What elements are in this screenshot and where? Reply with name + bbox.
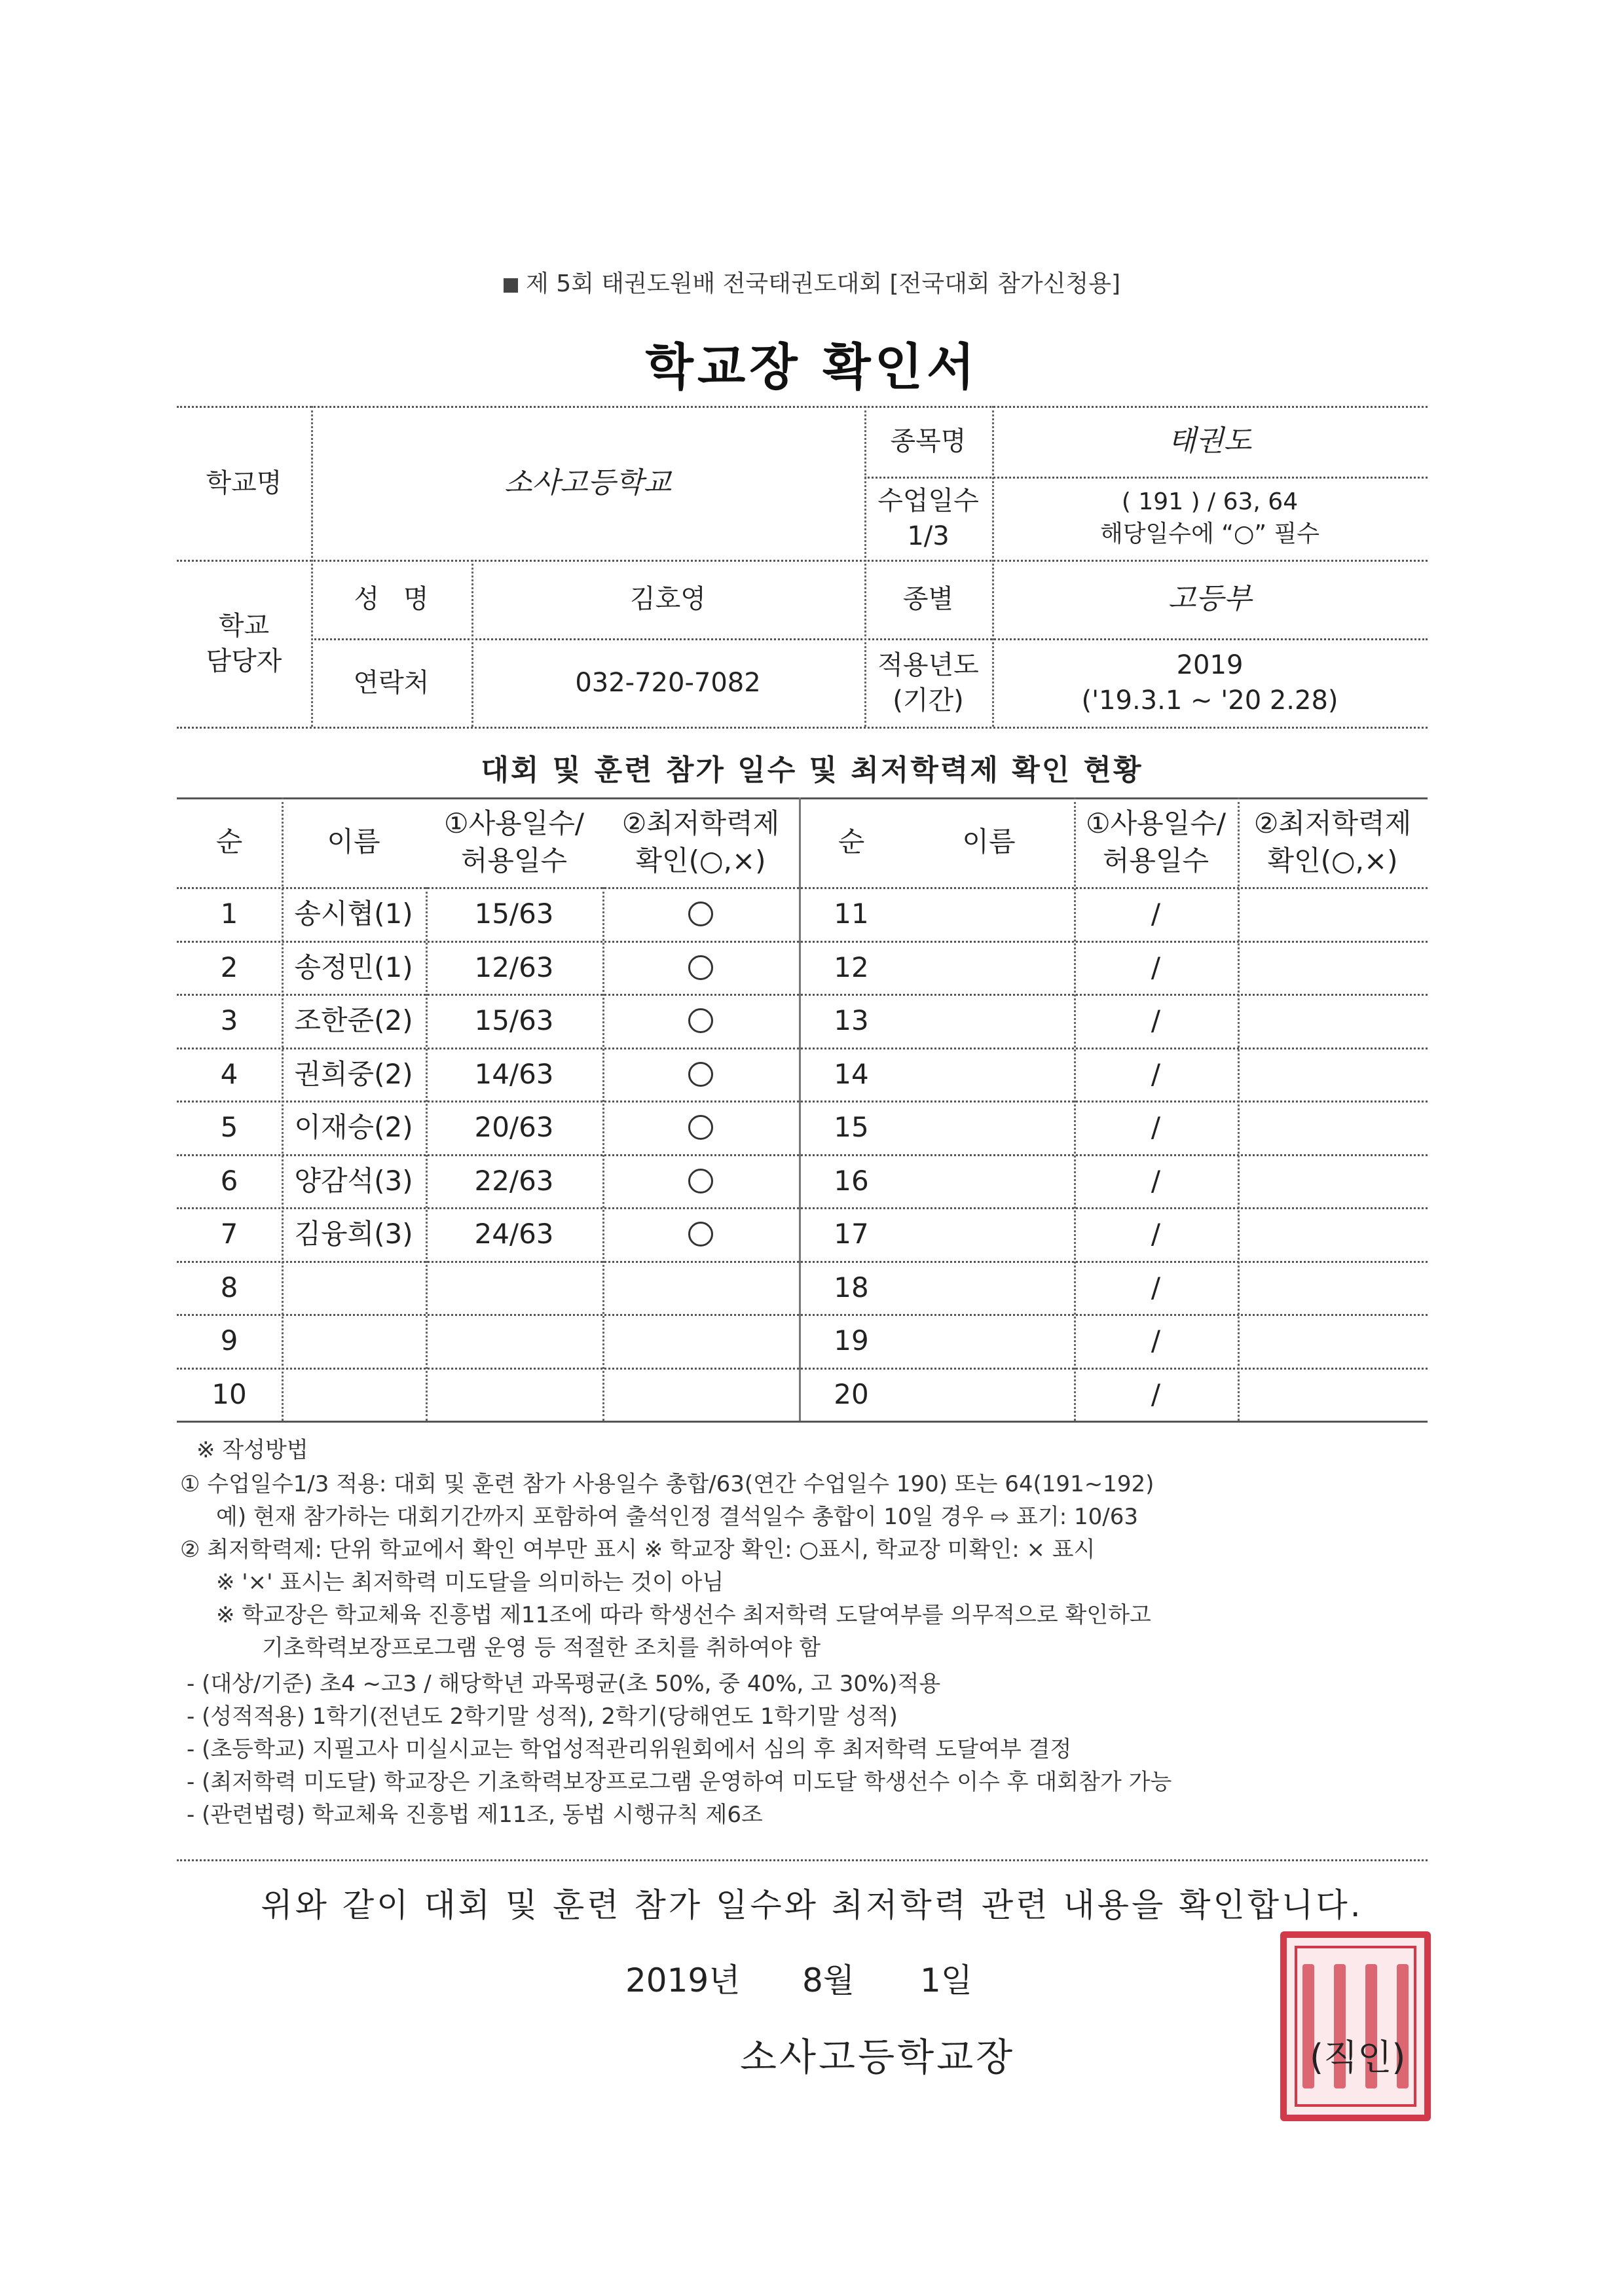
notes-bottom-line: [177, 1859, 1428, 1861]
note-line-4: ※ '×' 표시는 최저학력 미도달을 의미하는 것이 아님: [216, 1569, 724, 1595]
row-name-right: [904, 1101, 1074, 1154]
row-confirm: [602, 941, 799, 994]
note-line-11: - (관련법령) 학교체육 진흥법 제11조, 동법 시행규칙 제6조: [187, 1802, 763, 1828]
row-days-right: /: [1151, 1377, 1161, 1410]
row-name: 김융희(3): [294, 1217, 413, 1250]
row-name: 양감석(3): [294, 1164, 413, 1197]
school-name-label: 학교명: [206, 467, 282, 498]
row-name-right: [904, 1207, 1074, 1261]
row-name-right: [904, 994, 1074, 1048]
date-month: 8월: [802, 1961, 855, 1999]
note-line-1: ① 수업일수1/3 적용: 대회 및 훈련 참가 사용일수 총합/63(연간 수업일수 190) 또는 64(191~192): [180, 1471, 1154, 1497]
row-name-right: [904, 1048, 1074, 1101]
row-days-right: /: [1151, 1324, 1161, 1357]
class-days-value: [992, 477, 1428, 560]
confirm-circle-icon: [688, 955, 713, 980]
confirm-circle-icon: [688, 1062, 713, 1087]
col-header-confirm-right: [1238, 797, 1428, 887]
principal-name: 소사고등학교장: [740, 2035, 1016, 2079]
row-number: 10: [212, 1377, 247, 1410]
year-label: [864, 638, 992, 727]
confirm-circle-icon: [688, 1115, 713, 1140]
row-days: 15/63: [474, 897, 554, 930]
row-number-right: 11: [834, 897, 869, 930]
contact-value: 032-720-7082: [575, 667, 761, 698]
row-name: 송시협(1): [294, 897, 413, 930]
event-value: 태권도: [1168, 424, 1252, 458]
class-days-label-line1: 수업일수: [877, 485, 979, 516]
col-header-confirm-line2: 확인(○,×): [635, 844, 766, 877]
row-confirm: [602, 1207, 799, 1261]
row-number: 2: [220, 951, 238, 983]
division-label: 종별: [902, 584, 954, 614]
row-days: 24/63: [474, 1217, 554, 1250]
col-header-days-right-line2: 허용일수: [1102, 844, 1209, 877]
row-days-right: /: [1151, 1271, 1161, 1303]
row-days: 15/63: [474, 1004, 554, 1036]
row-name-right: [904, 941, 1074, 994]
square-bullet-icon: [504, 278, 518, 293]
notes-heading: ※ 작성방법: [196, 1437, 308, 1463]
row-number-right: 12: [834, 951, 869, 983]
row-name: [282, 1314, 426, 1368]
col-header-confirm-line1: ②최저학력제: [621, 807, 780, 839]
manager-name-value: 김호영: [630, 584, 706, 614]
col-header-name: 이름: [327, 826, 380, 858]
class-days-number: ( 191 ) / 63, 64: [1121, 488, 1299, 515]
year-period: ('19.3.1 ~ '20 2.28): [1081, 685, 1338, 716]
row-days-right: /: [1151, 1004, 1161, 1036]
note-line-10: - (최저학력 미도달) 학교장은 기초학력보장프로그램 운영하여 미도달 학생선수 이수 후 대회참가 가능: [187, 1769, 1172, 1795]
event-label: 종목명: [890, 426, 967, 456]
note-line-3: ② 최저학력제: 단위 학교에서 확인 여부만 표시 ※ 학교장 확인: ○표시, 학교장 미확인: × 표시: [180, 1537, 1096, 1563]
info-bottom-line: [177, 727, 1428, 729]
row-number: 5: [220, 1110, 238, 1143]
class-days-note: 해당일수에 “○” 필수: [1099, 520, 1320, 547]
confirmation-text: 위와 같이 대회 및 훈련 참가 일수와 최저학력 관련 내용을 확인합니다.: [261, 1886, 1363, 1924]
year-label-line2: (기간): [893, 685, 964, 716]
row-days-right: /: [1151, 1110, 1161, 1143]
class-days-label: [864, 477, 992, 560]
row-number: 4: [220, 1057, 238, 1090]
row-days: 22/63: [474, 1164, 554, 1197]
seal-label: (직인): [1310, 2037, 1406, 2078]
contact-label: 연락처: [353, 667, 430, 698]
row-name: 송정민(1): [294, 951, 413, 983]
school-name-value: 소사고등학교: [504, 465, 672, 500]
row-name-right: [904, 1261, 1074, 1315]
table-vline-6: [1238, 797, 1240, 1421]
note-line-2: 예) 현재 참가하는 대회기간까지 포함하여 출석인정 결석일수 총합이 10일 경우 ⇨ 표기: 10/63: [216, 1504, 1138, 1530]
row-name-right: [904, 1368, 1074, 1421]
row-name: 권희중(2): [294, 1057, 413, 1090]
row-days-right: /: [1151, 897, 1161, 930]
col-header-days-line1: ①사용일수/: [443, 807, 585, 839]
division-value: 고등부: [1168, 582, 1252, 616]
col-header-days: [426, 797, 602, 887]
date-day: 1일: [920, 1961, 973, 1999]
row-days-right: /: [1151, 1217, 1161, 1250]
confirm-circle-icon: [688, 1169, 713, 1194]
col-header-days-right-line1: ①사용일수/: [1085, 807, 1227, 839]
confirm-circle-icon: [688, 1222, 713, 1247]
row-confirm: [602, 1101, 799, 1154]
row-number-right: 13: [834, 1004, 869, 1036]
row-name: [282, 1261, 426, 1315]
row-name-right: [904, 1314, 1074, 1368]
school-seal: [1280, 1931, 1431, 2121]
row-days: [426, 1368, 602, 1421]
row-days: [426, 1314, 602, 1368]
note-line-6: 기초학력보장프로그램 운영 등 적절한 조치를 취하여야 함: [262, 1635, 821, 1661]
row-number: 6: [220, 1164, 238, 1197]
row-number-right: 20: [834, 1377, 869, 1410]
row-confirm: [602, 887, 799, 941]
row-days: 20/63: [474, 1110, 554, 1143]
page-title: 학교장 확인서: [645, 338, 979, 396]
row-number-right: 19: [834, 1324, 869, 1357]
row-days: 12/63: [474, 951, 554, 983]
col-header-days-line2: 허용일수: [460, 844, 568, 877]
col-header-name-right: 이름: [962, 826, 1016, 858]
year-label-line1: 적용년도: [877, 649, 979, 680]
manager-label-line1: 학교: [218, 610, 270, 641]
name-label: 성 명: [354, 584, 429, 614]
row-number-right: 16: [834, 1164, 869, 1197]
col-header-no: 순: [215, 826, 243, 858]
contest-header: [0, 265, 1624, 299]
class-days-label-line2: 1/3: [907, 520, 950, 551]
col-header-confirm-right-line2: 확인(○,×): [1267, 844, 1398, 877]
col-header-days-right: [1074, 797, 1238, 887]
row-name: [282, 1368, 426, 1421]
row-confirm: [602, 994, 799, 1048]
contest-header-text: 제 5회 태권도원배 전국태권도대회 [전국대회 참가신청용]: [525, 270, 1121, 297]
manager-label: [177, 560, 311, 727]
row-number-right: 18: [834, 1271, 869, 1303]
row-number-right: 14: [834, 1057, 869, 1090]
row-days-right: /: [1151, 1057, 1161, 1090]
row-number-right: 15: [834, 1110, 869, 1143]
col-header-confirm-right-line1: ②최저학력제: [1253, 807, 1412, 839]
row-days-right: /: [1151, 1164, 1161, 1197]
row-confirm: [602, 1154, 799, 1208]
manager-label-line2: 담당자: [206, 646, 282, 676]
row-number-right: 17: [834, 1217, 869, 1250]
year-number: 2019: [1176, 649, 1244, 680]
row-number: 9: [220, 1324, 238, 1357]
note-line-7: - (대상/기준) 초4 ~고3 / 해당학년 과목평균(초 50%, 중 40%, 고 30%)적용: [187, 1671, 941, 1697]
section-title: 대회 및 훈련 참가 일수 및 최저학력제 확인 현황: [481, 754, 1143, 787]
col-header-no-right: 순: [838, 826, 865, 858]
confirm-circle-icon: [688, 1008, 713, 1033]
row-name-right: [904, 887, 1074, 941]
note-line-8: - (성적적용) 1학기(전년도 2학기말 성적), 2학기(당해연도 1학기말 성적): [187, 1704, 898, 1730]
note-line-9: - (초등학교) 지필고사 미실시교는 학업성적관리위원회에서 심의 후 최저학력 도달여부 결정: [187, 1736, 1072, 1762]
date-year: 2019년: [625, 1961, 741, 1999]
row-name-right: [904, 1154, 1074, 1208]
row-number: 7: [220, 1217, 238, 1250]
row-days: [426, 1261, 602, 1315]
note-line-5: ※ 학교장은 학교체육 진흥법 제11조에 따라 학생선수 최저학력 도달여부를 의무적으로 확인하고: [216, 1602, 1151, 1628]
row-number: 1: [220, 897, 238, 930]
row-name: 이재승(2): [294, 1110, 413, 1143]
row-days: 14/63: [474, 1057, 554, 1090]
col-header-confirm: [602, 797, 799, 887]
row-name: 조한준(2): [294, 1004, 413, 1036]
year-value: [992, 638, 1428, 727]
confirm-circle-icon: [688, 902, 713, 926]
row-days-right: /: [1151, 951, 1161, 983]
row-number: 8: [220, 1271, 238, 1303]
row-confirm: [602, 1048, 799, 1101]
row-number: 3: [220, 1004, 238, 1036]
